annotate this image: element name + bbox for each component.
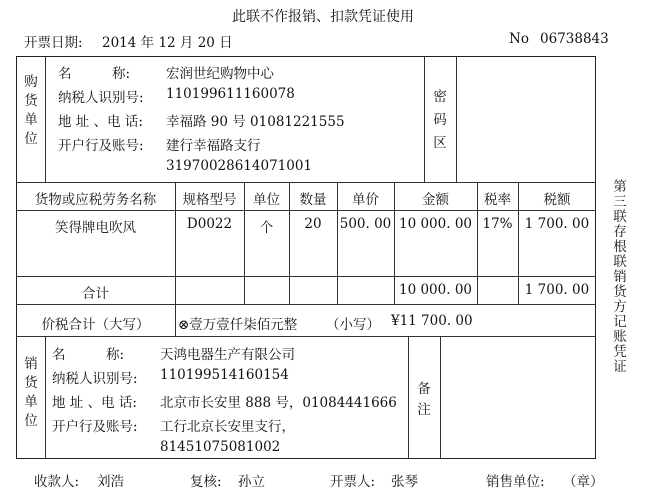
divider-cipher-left [424, 56, 425, 182]
header-tax-amount: 税额 [543, 192, 571, 208]
grand-total-words: ⊗壹万壹仟柒佰元整 [178, 317, 298, 333]
buyer-name-value: 宏润世纪购物中心 [166, 66, 274, 82]
divider-buyer-label [45, 56, 46, 182]
seller-unit-value: （章） [563, 474, 604, 490]
header-unit: 单位 [253, 192, 280, 208]
header-amount: 金额 [422, 192, 449, 208]
buyer-address-value: 幸福路 90 号 01081221555 [166, 114, 345, 130]
header-price: 单价 [352, 192, 379, 208]
divider-remark-right [440, 336, 441, 459]
item-qty: 20 [304, 216, 322, 232]
remark-label: 备注 [417, 381, 431, 418]
buyer-address-label: 地 址 、电 话: [58, 114, 143, 130]
buyer-bank-value: 建行幸福路支行 [166, 138, 261, 154]
divider-remark-left [408, 336, 409, 459]
col-divider-grand-total [175, 304, 176, 336]
total-amount: 10 000. 00 [399, 282, 472, 298]
divider-total-bottom [16, 304, 596, 305]
seller-name-value: 天鸿电器生产有限公司 [160, 347, 295, 363]
seller-bank-account: 81451075081002 [160, 439, 281, 455]
copy-side-note: 第三联 存根联 销货方记账凭证 [613, 179, 641, 375]
divider-seller-label [45, 336, 46, 459]
divider-item-bottom [16, 276, 596, 277]
seller-unit-label: 销售单位: [486, 474, 545, 490]
drawer-label: 开票人: [330, 474, 376, 490]
reviewer-label: 复核: [190, 474, 222, 490]
cipher-area-label: 密码区 [433, 89, 447, 151]
item-unit: 个 [259, 220, 274, 236]
reviewer-value: 孙立 [238, 474, 265, 490]
seller-name-label: 名 称: [52, 347, 125, 363]
divider-grand-total-bottom [16, 336, 596, 337]
buyer-bank-account: 31970028614071001 [166, 158, 313, 174]
seller-address-label: 地 址 、电 话: [52, 395, 137, 411]
seller-section-label: 销货单位 [24, 356, 38, 429]
grand-total-small-value: ¥11 700. 00 [391, 313, 473, 329]
divider-cipher-right [456, 56, 457, 182]
buyer-bank-label: 开户行及账号: [58, 138, 144, 154]
seller-address-value: 北京市长安里 888 号，01084441666 [160, 395, 397, 411]
invoice-notice: 此联不作报销、扣款凭证使用 [232, 9, 414, 25]
item-tax: 1 700. 00 [524, 216, 590, 232]
total-label: 合计 [82, 286, 109, 302]
divider-table-header [16, 210, 596, 211]
grand-total-label: 价税合计（大写） [41, 317, 150, 333]
issue-date-label: 开票日期: [24, 35, 83, 51]
item-amount: 10 000. 00 [399, 216, 472, 232]
header-qty: 数量 [299, 192, 327, 208]
invoice-no-label: No [509, 31, 529, 47]
payee-label: 收款人: [34, 474, 80, 490]
header-goods-name: 货物或应税劳务名称 [34, 192, 157, 208]
seller-tax-label: 纳税人识别号: [52, 371, 138, 387]
seller-bank-value: 工行北京长安里支行， [160, 419, 295, 435]
total-tax: 1 700. 00 [524, 282, 590, 298]
item-name: 笑得牌电吹风 [55, 220, 136, 236]
item-spec: D0022 [186, 216, 233, 232]
divider-buyer-bottom [16, 182, 596, 183]
payee-value: 刘浩 [97, 474, 124, 490]
invoice-no-value: 06738843 [540, 31, 609, 47]
header-tax-rate: 税率 [484, 192, 511, 208]
issue-date-value: 2014 年 12 月 20 日 [102, 35, 233, 51]
grand-total-small-label: （小写） [326, 317, 380, 333]
seller-tax-value: 110199514160154 [160, 367, 289, 383]
buyer-tax-value: 110199611160078 [166, 86, 295, 102]
seller-bank-label: 开户行及账号: [52, 419, 138, 435]
item-tax-rate: 17% [482, 216, 513, 232]
item-price: 500. 00 [339, 216, 392, 232]
drawer-value: 张琴 [391, 474, 418, 490]
header-spec: 规格型号 [182, 192, 237, 208]
buyer-section-label: 购货单位 [24, 74, 38, 147]
buyer-name-label: 名 称: [58, 66, 131, 82]
buyer-tax-label: 纳税人识别号: [58, 90, 144, 106]
